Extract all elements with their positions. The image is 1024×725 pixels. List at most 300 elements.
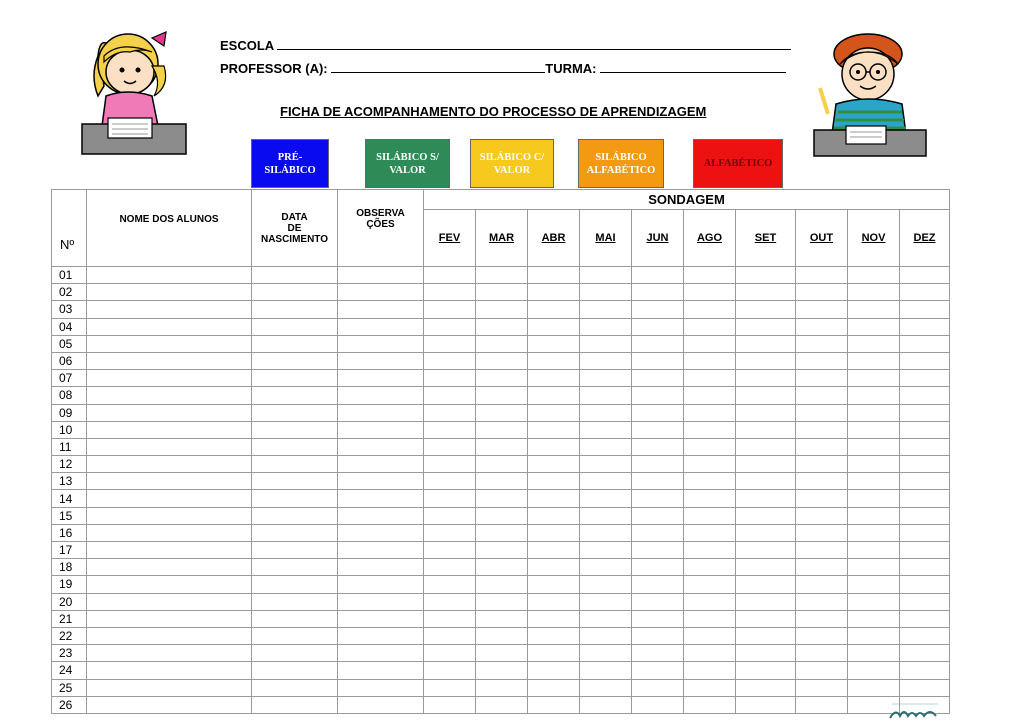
- assessment-cell[interactable]: [424, 352, 476, 369]
- observations-cell[interactable]: [338, 627, 424, 644]
- assessment-cell[interactable]: [796, 696, 848, 713]
- assessment-cell[interactable]: [684, 438, 736, 455]
- assessment-cell[interactable]: [424, 301, 476, 318]
- assessment-cell[interactable]: [632, 421, 684, 438]
- assessment-cell[interactable]: [900, 576, 950, 593]
- assessment-cell[interactable]: [580, 438, 632, 455]
- assessment-cell[interactable]: [684, 404, 736, 421]
- assessment-cell[interactable]: [848, 679, 900, 696]
- assessment-cell[interactable]: [476, 473, 528, 490]
- assessment-cell[interactable]: [900, 421, 950, 438]
- assessment-cell[interactable]: [528, 507, 580, 524]
- assessment-cell[interactable]: [848, 335, 900, 352]
- assessment-cell[interactable]: [580, 559, 632, 576]
- assessment-cell[interactable]: [476, 490, 528, 507]
- student-name-cell[interactable]: [87, 593, 252, 610]
- assessment-cell[interactable]: [684, 559, 736, 576]
- assessment-cell[interactable]: [796, 490, 848, 507]
- assessment-cell[interactable]: [736, 524, 796, 541]
- assessment-cell[interactable]: [736, 576, 796, 593]
- assessment-cell[interactable]: [580, 507, 632, 524]
- assessment-cell[interactable]: [632, 593, 684, 610]
- birth-date-cell[interactable]: [252, 438, 338, 455]
- assessment-cell[interactable]: [848, 284, 900, 301]
- assessment-cell[interactable]: [424, 335, 476, 352]
- assessment-cell[interactable]: [736, 301, 796, 318]
- assessment-cell[interactable]: [476, 301, 528, 318]
- assessment-cell[interactable]: [796, 593, 848, 610]
- assessment-cell[interactable]: [848, 438, 900, 455]
- assessment-cell[interactable]: [528, 352, 580, 369]
- assessment-cell[interactable]: [848, 318, 900, 335]
- birth-date-cell[interactable]: [252, 301, 338, 318]
- observations-cell[interactable]: [338, 404, 424, 421]
- birth-date-cell[interactable]: [252, 627, 338, 644]
- student-name-cell[interactable]: [87, 576, 252, 593]
- assessment-cell[interactable]: [476, 627, 528, 644]
- assessment-cell[interactable]: [900, 593, 950, 610]
- assessment-cell[interactable]: [796, 404, 848, 421]
- assessment-cell[interactable]: [580, 352, 632, 369]
- assessment-cell[interactable]: [684, 507, 736, 524]
- assessment-cell[interactable]: [900, 507, 950, 524]
- assessment-cell[interactable]: [632, 679, 684, 696]
- observations-cell[interactable]: [338, 490, 424, 507]
- assessment-cell[interactable]: [632, 473, 684, 490]
- assessment-cell[interactable]: [580, 421, 632, 438]
- assessment-cell[interactable]: [900, 542, 950, 559]
- assessment-cell[interactable]: [528, 284, 580, 301]
- observations-cell[interactable]: [338, 473, 424, 490]
- assessment-cell[interactable]: [424, 284, 476, 301]
- assessment-cell[interactable]: [848, 627, 900, 644]
- assessment-cell[interactable]: [796, 438, 848, 455]
- assessment-cell[interactable]: [796, 284, 848, 301]
- assessment-cell[interactable]: [796, 542, 848, 559]
- assessment-cell[interactable]: [528, 404, 580, 421]
- assessment-cell[interactable]: [424, 576, 476, 593]
- assessment-cell[interactable]: [580, 473, 632, 490]
- birth-date-cell[interactable]: [252, 576, 338, 593]
- student-name-cell[interactable]: [87, 662, 252, 679]
- birth-date-cell[interactable]: [252, 593, 338, 610]
- birth-date-cell[interactable]: [252, 542, 338, 559]
- assessment-cell[interactable]: [848, 645, 900, 662]
- assessment-cell[interactable]: [736, 662, 796, 679]
- assessment-cell[interactable]: [476, 696, 528, 713]
- observations-cell[interactable]: [338, 456, 424, 473]
- birth-date-cell[interactable]: [252, 387, 338, 404]
- assessment-cell[interactable]: [476, 284, 528, 301]
- assessment-cell[interactable]: [580, 267, 632, 284]
- assessment-cell[interactable]: [476, 645, 528, 662]
- assessment-cell[interactable]: [528, 456, 580, 473]
- student-name-cell[interactable]: [87, 335, 252, 352]
- observations-cell[interactable]: [338, 301, 424, 318]
- assessment-cell[interactable]: [796, 627, 848, 644]
- student-name-cell[interactable]: [87, 559, 252, 576]
- assessment-cell[interactable]: [900, 267, 950, 284]
- observations-cell[interactable]: [338, 542, 424, 559]
- birth-date-cell[interactable]: [252, 696, 338, 713]
- assessment-cell[interactable]: [580, 387, 632, 404]
- birth-date-cell[interactable]: [252, 404, 338, 421]
- assessment-cell[interactable]: [528, 438, 580, 455]
- assessment-cell[interactable]: [900, 524, 950, 541]
- assessment-cell[interactable]: [736, 490, 796, 507]
- assessment-cell[interactable]: [528, 679, 580, 696]
- teacher-blank[interactable]: [331, 59, 545, 73]
- observations-cell[interactable]: [338, 318, 424, 335]
- birth-date-cell[interactable]: [252, 662, 338, 679]
- assessment-cell[interactable]: [848, 524, 900, 541]
- student-name-cell[interactable]: [87, 284, 252, 301]
- assessment-cell[interactable]: [796, 473, 848, 490]
- assessment-cell[interactable]: [476, 352, 528, 369]
- student-name-cell[interactable]: [87, 696, 252, 713]
- assessment-cell[interactable]: [476, 421, 528, 438]
- assessment-cell[interactable]: [424, 387, 476, 404]
- assessment-cell[interactable]: [476, 456, 528, 473]
- assessment-cell[interactable]: [632, 524, 684, 541]
- birth-date-cell[interactable]: [252, 610, 338, 627]
- assessment-cell[interactable]: [528, 370, 580, 387]
- assessment-cell[interactable]: [848, 352, 900, 369]
- assessment-cell[interactable]: [580, 645, 632, 662]
- assessment-cell[interactable]: [684, 662, 736, 679]
- assessment-cell[interactable]: [424, 456, 476, 473]
- observations-cell[interactable]: [338, 662, 424, 679]
- assessment-cell[interactable]: [424, 679, 476, 696]
- student-name-cell[interactable]: [87, 627, 252, 644]
- birth-date-cell[interactable]: [252, 645, 338, 662]
- observations-cell[interactable]: [338, 610, 424, 627]
- student-name-cell[interactable]: [87, 370, 252, 387]
- assessment-cell[interactable]: [528, 610, 580, 627]
- birth-date-cell[interactable]: [252, 352, 338, 369]
- assessment-cell[interactable]: [424, 318, 476, 335]
- assessment-cell[interactable]: [684, 335, 736, 352]
- assessment-cell[interactable]: [476, 267, 528, 284]
- assessment-cell[interactable]: [796, 335, 848, 352]
- assessment-cell[interactable]: [848, 421, 900, 438]
- assessment-cell[interactable]: [632, 301, 684, 318]
- assessment-cell[interactable]: [424, 610, 476, 627]
- assessment-cell[interactable]: [632, 576, 684, 593]
- assessment-cell[interactable]: [580, 576, 632, 593]
- assessment-cell[interactable]: [796, 318, 848, 335]
- assessment-cell[interactable]: [476, 507, 528, 524]
- assessment-cell[interactable]: [528, 301, 580, 318]
- assessment-cell[interactable]: [684, 284, 736, 301]
- assessment-cell[interactable]: [580, 542, 632, 559]
- assessment-cell[interactable]: [580, 662, 632, 679]
- assessment-cell[interactable]: [900, 679, 950, 696]
- birth-date-cell[interactable]: [252, 524, 338, 541]
- assessment-cell[interactable]: [580, 456, 632, 473]
- assessment-cell[interactable]: [528, 490, 580, 507]
- birth-date-cell[interactable]: [252, 318, 338, 335]
- assessment-cell[interactable]: [796, 267, 848, 284]
- assessment-cell[interactable]: [632, 559, 684, 576]
- assessment-cell[interactable]: [684, 524, 736, 541]
- assessment-cell[interactable]: [736, 507, 796, 524]
- assessment-cell[interactable]: [848, 301, 900, 318]
- birth-date-cell[interactable]: [252, 473, 338, 490]
- birth-date-cell[interactable]: [252, 335, 338, 352]
- assessment-cell[interactable]: [476, 559, 528, 576]
- observations-cell[interactable]: [338, 559, 424, 576]
- assessment-cell[interactable]: [580, 593, 632, 610]
- assessment-cell[interactable]: [796, 524, 848, 541]
- student-name-cell[interactable]: [87, 542, 252, 559]
- assessment-cell[interactable]: [476, 404, 528, 421]
- observations-cell[interactable]: [338, 438, 424, 455]
- assessment-cell[interactable]: [476, 576, 528, 593]
- assessment-cell[interactable]: [424, 627, 476, 644]
- assessment-cell[interactable]: [736, 627, 796, 644]
- assessment-cell[interactable]: [580, 679, 632, 696]
- assessment-cell[interactable]: [424, 507, 476, 524]
- assessment-cell[interactable]: [736, 438, 796, 455]
- assessment-cell[interactable]: [848, 370, 900, 387]
- assessment-cell[interactable]: [424, 662, 476, 679]
- assessment-cell[interactable]: [476, 542, 528, 559]
- assessment-cell[interactable]: [796, 421, 848, 438]
- assessment-cell[interactable]: [632, 438, 684, 455]
- observations-cell[interactable]: [338, 593, 424, 610]
- assessment-cell[interactable]: [848, 387, 900, 404]
- student-name-cell[interactable]: [87, 267, 252, 284]
- assessment-cell[interactable]: [528, 662, 580, 679]
- assessment-cell[interactable]: [632, 662, 684, 679]
- assessment-cell[interactable]: [796, 301, 848, 318]
- assessment-cell[interactable]: [632, 318, 684, 335]
- student-name-cell[interactable]: [87, 404, 252, 421]
- assessment-cell[interactable]: [796, 507, 848, 524]
- student-name-cell[interactable]: [87, 456, 252, 473]
- assessment-cell[interactable]: [528, 524, 580, 541]
- assessment-cell[interactable]: [632, 610, 684, 627]
- assessment-cell[interactable]: [684, 576, 736, 593]
- assessment-cell[interactable]: [476, 318, 528, 335]
- assessment-cell[interactable]: [736, 456, 796, 473]
- assessment-cell[interactable]: [476, 438, 528, 455]
- assessment-cell[interactable]: [900, 662, 950, 679]
- assessment-cell[interactable]: [528, 576, 580, 593]
- assessment-cell[interactable]: [736, 370, 796, 387]
- assessment-cell[interactable]: [632, 387, 684, 404]
- assessment-cell[interactable]: [684, 370, 736, 387]
- assessment-cell[interactable]: [796, 576, 848, 593]
- assessment-cell[interactable]: [900, 456, 950, 473]
- assessment-cell[interactable]: [848, 542, 900, 559]
- observations-cell[interactable]: [338, 645, 424, 662]
- assessment-cell[interactable]: [476, 679, 528, 696]
- assessment-cell[interactable]: [528, 627, 580, 644]
- assessment-cell[interactable]: [684, 679, 736, 696]
- observations-cell[interactable]: [338, 679, 424, 696]
- assessment-cell[interactable]: [900, 370, 950, 387]
- assessment-cell[interactable]: [580, 335, 632, 352]
- assessment-cell[interactable]: [684, 318, 736, 335]
- assessment-cell[interactable]: [684, 473, 736, 490]
- assessment-cell[interactable]: [900, 610, 950, 627]
- assessment-cell[interactable]: [528, 318, 580, 335]
- assessment-cell[interactable]: [736, 387, 796, 404]
- assessment-cell[interactable]: [632, 490, 684, 507]
- observations-cell[interactable]: [338, 352, 424, 369]
- assessment-cell[interactable]: [848, 576, 900, 593]
- assessment-cell[interactable]: [632, 284, 684, 301]
- assessment-cell[interactable]: [848, 559, 900, 576]
- student-name-cell[interactable]: [87, 421, 252, 438]
- student-name-cell[interactable]: [87, 352, 252, 369]
- assessment-cell[interactable]: [900, 645, 950, 662]
- assessment-cell[interactable]: [736, 473, 796, 490]
- assessment-cell[interactable]: [424, 542, 476, 559]
- assessment-cell[interactable]: [796, 456, 848, 473]
- assessment-cell[interactable]: [476, 335, 528, 352]
- observations-cell[interactable]: [338, 284, 424, 301]
- assessment-cell[interactable]: [684, 456, 736, 473]
- assessment-cell[interactable]: [684, 627, 736, 644]
- birth-date-cell[interactable]: [252, 559, 338, 576]
- assessment-cell[interactable]: [580, 318, 632, 335]
- student-name-cell[interactable]: [87, 507, 252, 524]
- assessment-cell[interactable]: [736, 610, 796, 627]
- assessment-cell[interactable]: [684, 490, 736, 507]
- assessment-cell[interactable]: [528, 473, 580, 490]
- assessment-cell[interactable]: [848, 507, 900, 524]
- assessment-cell[interactable]: [736, 593, 796, 610]
- student-name-cell[interactable]: [87, 490, 252, 507]
- birth-date-cell[interactable]: [252, 456, 338, 473]
- assessment-cell[interactable]: [424, 645, 476, 662]
- school-blank[interactable]: [277, 36, 791, 50]
- assessment-cell[interactable]: [900, 627, 950, 644]
- assessment-cell[interactable]: [848, 456, 900, 473]
- assessment-cell[interactable]: [736, 284, 796, 301]
- assessment-cell[interactable]: [736, 404, 796, 421]
- assessment-cell[interactable]: [684, 696, 736, 713]
- assessment-cell[interactable]: [424, 524, 476, 541]
- assessment-cell[interactable]: [684, 352, 736, 369]
- assessment-cell[interactable]: [632, 404, 684, 421]
- student-name-cell[interactable]: [87, 387, 252, 404]
- assessment-cell[interactable]: [424, 421, 476, 438]
- assessment-cell[interactable]: [528, 593, 580, 610]
- assessment-cell[interactable]: [900, 318, 950, 335]
- assessment-cell[interactable]: [528, 387, 580, 404]
- assessment-cell[interactable]: [736, 645, 796, 662]
- student-name-cell[interactable]: [87, 473, 252, 490]
- assessment-cell[interactable]: [900, 352, 950, 369]
- assessment-cell[interactable]: [900, 404, 950, 421]
- assessment-cell[interactable]: [476, 524, 528, 541]
- birth-date-cell[interactable]: [252, 507, 338, 524]
- assessment-cell[interactable]: [424, 593, 476, 610]
- assessment-cell[interactable]: [424, 696, 476, 713]
- assessment-cell[interactable]: [632, 267, 684, 284]
- assessment-cell[interactable]: [736, 318, 796, 335]
- assessment-cell[interactable]: [632, 456, 684, 473]
- assessment-cell[interactable]: [528, 267, 580, 284]
- assessment-cell[interactable]: [736, 679, 796, 696]
- assessment-cell[interactable]: [848, 662, 900, 679]
- assessment-cell[interactable]: [580, 610, 632, 627]
- assessment-cell[interactable]: [736, 352, 796, 369]
- assessment-cell[interactable]: [900, 335, 950, 352]
- assessment-cell[interactable]: [848, 473, 900, 490]
- class-blank[interactable]: [600, 59, 786, 73]
- assessment-cell[interactable]: [424, 267, 476, 284]
- assessment-cell[interactable]: [580, 696, 632, 713]
- assessment-cell[interactable]: [796, 645, 848, 662]
- assessment-cell[interactable]: [580, 404, 632, 421]
- assessment-cell[interactable]: [580, 627, 632, 644]
- student-name-cell[interactable]: [87, 318, 252, 335]
- assessment-cell[interactable]: [632, 507, 684, 524]
- birth-date-cell[interactable]: [252, 267, 338, 284]
- observations-cell[interactable]: [338, 370, 424, 387]
- observations-cell[interactable]: [338, 576, 424, 593]
- observations-cell[interactable]: [338, 524, 424, 541]
- assessment-cell[interactable]: [848, 610, 900, 627]
- birth-date-cell[interactable]: [252, 679, 338, 696]
- assessment-cell[interactable]: [528, 696, 580, 713]
- assessment-cell[interactable]: [632, 696, 684, 713]
- student-name-cell[interactable]: [87, 645, 252, 662]
- assessment-cell[interactable]: [796, 662, 848, 679]
- assessment-cell[interactable]: [684, 593, 736, 610]
- birth-date-cell[interactable]: [252, 421, 338, 438]
- assessment-cell[interactable]: [580, 284, 632, 301]
- assessment-cell[interactable]: [580, 490, 632, 507]
- assessment-cell[interactable]: [796, 679, 848, 696]
- assessment-cell[interactable]: [580, 524, 632, 541]
- assessment-cell[interactable]: [528, 645, 580, 662]
- birth-date-cell[interactable]: [252, 284, 338, 301]
- assessment-cell[interactable]: [528, 542, 580, 559]
- assessment-cell[interactable]: [848, 593, 900, 610]
- assessment-cell[interactable]: [476, 662, 528, 679]
- birth-date-cell[interactable]: [252, 370, 338, 387]
- assessment-cell[interactable]: [796, 352, 848, 369]
- assessment-cell[interactable]: [476, 610, 528, 627]
- observations-cell[interactable]: [338, 267, 424, 284]
- assessment-cell[interactable]: [528, 421, 580, 438]
- observations-cell[interactable]: [338, 387, 424, 404]
- assessment-cell[interactable]: [632, 352, 684, 369]
- assessment-cell[interactable]: [736, 267, 796, 284]
- assessment-cell[interactable]: [632, 627, 684, 644]
- assessment-cell[interactable]: [424, 370, 476, 387]
- assessment-cell[interactable]: [580, 370, 632, 387]
- assessment-cell[interactable]: [684, 542, 736, 559]
- assessment-cell[interactable]: [476, 593, 528, 610]
- assessment-cell[interactable]: [580, 301, 632, 318]
- assessment-cell[interactable]: [736, 335, 796, 352]
- assessment-cell[interactable]: [424, 559, 476, 576]
- assessment-cell[interactable]: [796, 559, 848, 576]
- student-name-cell[interactable]: [87, 679, 252, 696]
- assessment-cell[interactable]: [424, 404, 476, 421]
- assessment-cell[interactable]: [632, 335, 684, 352]
- observations-cell[interactable]: [338, 421, 424, 438]
- assessment-cell[interactable]: [736, 696, 796, 713]
- assessment-cell[interactable]: [900, 559, 950, 576]
